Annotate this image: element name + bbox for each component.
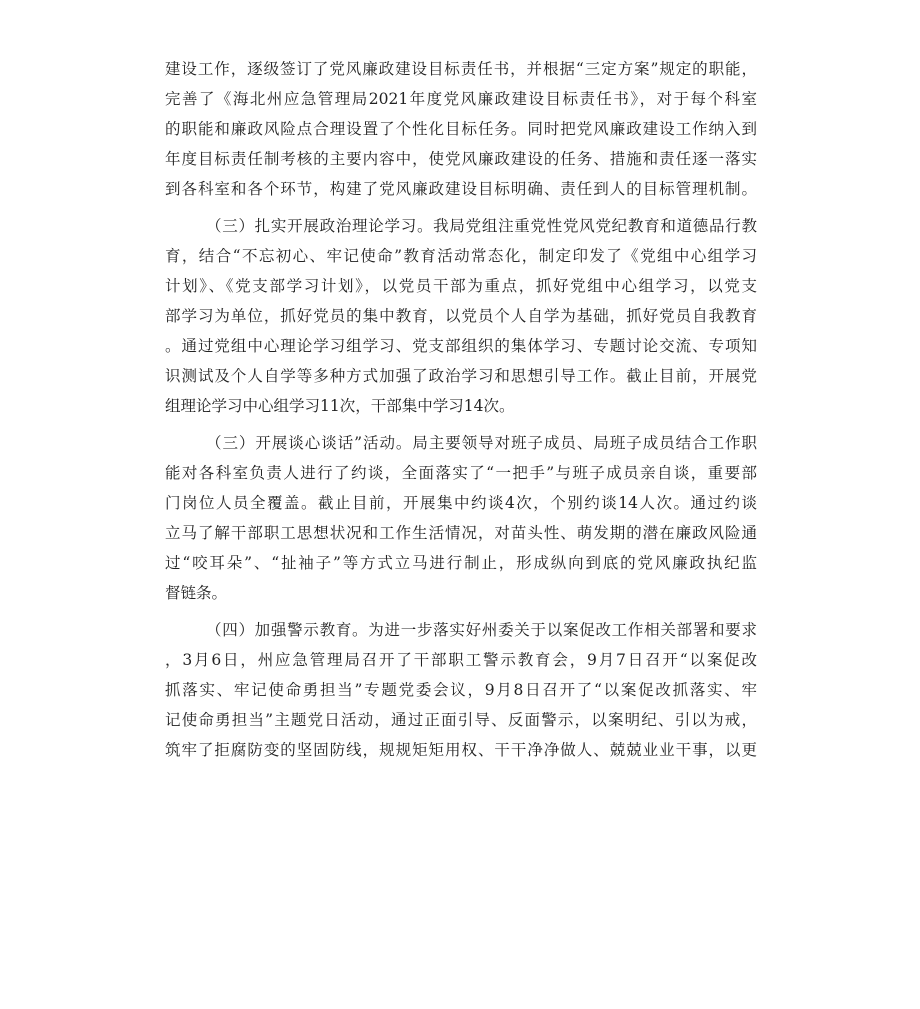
paragraph-line: 到各科室和各个环节，构建了党风廉政建设目标明确、责任到人的目标管理机制。 <box>165 180 757 198</box>
paragraph-line: 计划》、《党支部学习计划》，以党员干部为重点，抓好党组中心组学习，以党支 <box>165 277 757 295</box>
paragraph-line: 记使命勇担当”主题党日活动，通过正面引导、反面警示，以案明纪、引以为戒， <box>165 711 757 729</box>
paragraph-p4 <box>165 615 757 765</box>
paragraph-line: ，3月6日，州应急管理局召开了干部职工警示教育会，9月7日召开“以案促改 <box>165 651 757 669</box>
paragraph-line: （四）加强警示教育。为进一步落实好州委关于以案促改工作相关部署和要求 <box>206 621 757 639</box>
paragraph-line: 年度目标责任制考核的主要内容中，使党风廉政建设的任务、措施和责任逐一落实 <box>165 150 757 168</box>
paragraph-line: （三）开展谈心谈话”活动。局主要领导对班子成员、局班子成员结合工作职 <box>206 434 757 452</box>
paragraph-line: 组理论学习中心组学习11次，干部集中学习14次。 <box>165 397 515 415</box>
paragraph-line: 门岗位人员全覆盖。截止目前，开展集中约谈4次，个别约谈14人次。通过约谈 <box>165 494 757 512</box>
paragraph-line: 督链条。 <box>165 584 228 602</box>
paragraph-line: 部学习为单位，抓好党员的集中教育，以党员个人自学为基础，抓好党员自我教育 <box>165 307 757 325</box>
paragraph-line: 识测试及个人自学等多种方式加强了政治学习和思想引导工作。截止目前，开展党 <box>165 367 757 385</box>
paragraph-line: 的职能和廉政风险点合理设置了个性化目标任务。同时把党风廉政建设工作纳入到 <box>165 120 757 138</box>
paragraph-p3 <box>165 428 757 608</box>
document-body <box>165 54 757 765</box>
paragraph-line: 筑牢了拒腐防变的坚固防线，规规矩矩用权、干干净净做人、兢兢业业干事，以更 <box>165 741 757 759</box>
paragraph-line: 。通过党组中心理论学习组学习、党支部组织的集体学习、专题讨论交流、专项知 <box>165 337 757 355</box>
paragraph-line: 抓落实、牢记使命勇担当”专题党委会议，9月8日召开了“以案促改抓落实、牢 <box>165 681 757 699</box>
paragraph-line: 建设工作，逐级签订了党风廉政建设目标责任书，并根据“三定方案”规定的职能， <box>165 60 757 78</box>
paragraph-line: 完善了《海北州应急管理局2021年度党风廉政建设目标责任书》，对于每个科室 <box>165 90 757 108</box>
paragraph-p2 <box>165 211 757 421</box>
paragraph-line: 立马了解干部职工思想状况和工作生活情况，对苗头性、萌发期的潜在廉政风险通 <box>165 524 757 542</box>
paragraph-line: 能对各科室负责人进行了约谈，全面落实了“一把手”与班子成员亲自谈，重要部 <box>165 464 757 482</box>
paragraph-p1 <box>165 54 757 204</box>
paragraph-line: 过“咬耳朵”、“扯袖子”等方式立马进行制止，形成纵向到底的党风廉政执纪监 <box>165 554 757 572</box>
paragraph-line: 育，结合“不忘初心、牢记使命”教育活动常态化，制定印发了《党组中心组学习 <box>165 247 757 265</box>
paragraph-line: （三）扎实开展政治理论学习。我局党组注重党性党风党纪教育和道德品行教 <box>206 217 757 235</box>
